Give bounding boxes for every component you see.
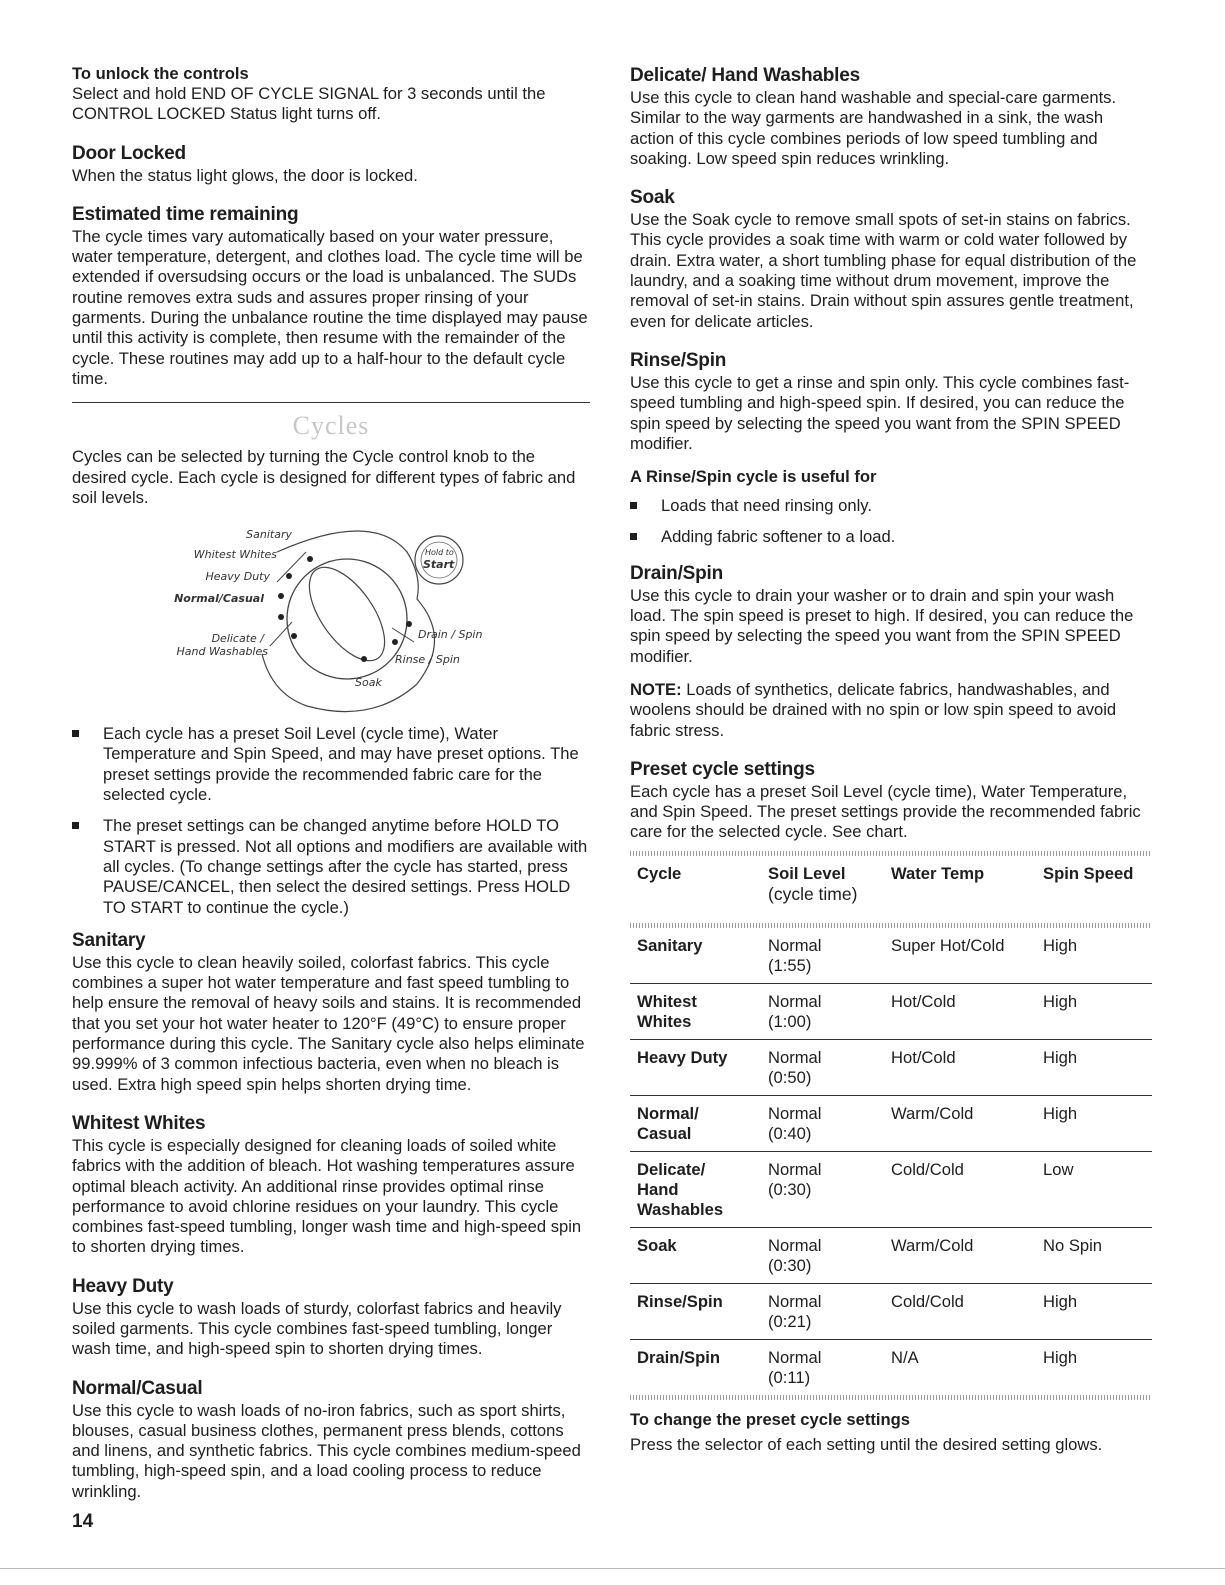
knob-label-hand-washables: Hand Washables: [176, 645, 268, 659]
estimated-time-heading: Estimated time remaining: [72, 203, 299, 225]
page-bottom-rule: [0, 1568, 1225, 1569]
cell-cycle: Whitest Whites: [637, 991, 697, 1031]
bullet-icon: [630, 533, 637, 540]
knob-label-rinse-spin: Rinse / Spin: [395, 653, 460, 667]
cell-spin-speed: High: [1043, 1347, 1078, 1367]
table-row: [630, 1340, 1152, 1395]
page-number: 14: [72, 1511, 94, 1532]
cell-cycle: Heavy Duty: [637, 1047, 728, 1067]
normal-casual-text: Use this cycle to wash loads of no-iron fabrics, such as sport shirts, blouses, casual business clothes, permanent press blends, cottons and linens, and synthetic fabrics. This cycle combines medium-speed tumbling, high-speed spin, and a load cooling process to reduce wrinkling.: [72, 1400, 581, 1501]
cycles-title: Cycles: [292, 411, 370, 441]
list-item: The preset settings can be changed anytime before HOLD TO START is pressed. Not all options and modifiers are available with all cycles. (To change settings after the cycle has started, press PAUSE/CANCEL, then select the desired settings. Press HOLD TO START to continue the cycle.): [72, 816, 590, 917]
knob-label-delicate: Delicate /: [211, 632, 264, 646]
knob-start-label: Start: [423, 558, 455, 572]
cell-cycle: Rinse/Spin: [637, 1291, 723, 1311]
unlock-heading: To unlock the controls: [72, 64, 249, 83]
header-soil-level: Soil Level (cycle time): [768, 863, 858, 904]
cell-cycle: Delicate/ Hand Washables: [637, 1159, 724, 1219]
door-locked-text: When the status light glows, the door is locked.: [72, 165, 418, 185]
table-header-row: [630, 856, 1152, 923]
knob-label-whitest-whites: Whitest Whites: [193, 548, 277, 562]
knob-hold-label: Hold to: [425, 548, 454, 558]
estimated-time-text: The cycle times vary automatically based on your water pressure, water temperature, detergent, and clothes load. The cycle time will be extended if oversudsing occurs or the load is unbalanced. The SUDs routine removes extra suds and assures proper rinsing of your garments. During the unbalance routine the time displayed may pause until this activity is complete, then resume with the remainder of the cycle. These routines may add up to a half-hour to the default cycle time.: [72, 226, 588, 388]
cell-water-temp: Hot/Cold: [891, 1047, 956, 1067]
knob-label-heavy-duty: Heavy Duty: [205, 570, 270, 584]
cell-cycle: Drain/Spin: [637, 1347, 720, 1367]
preset-cycle-table: [630, 851, 1152, 1400]
bullet-icon: [72, 822, 79, 829]
table-row: [630, 1040, 1152, 1096]
table-row: [630, 1284, 1152, 1340]
rinse-useful-list: [630, 496, 1152, 548]
preset-heading: Preset cycle settings: [630, 758, 815, 780]
delicate-heading: Delicate/ Hand Washables: [630, 65, 860, 86]
cell-cycle: Sanitary: [637, 935, 703, 955]
rinse-spin-text: Use this cycle to get a rinse and spin only. This cycle combines fast-speed tumbling and high-speed spin. If desired, you can reduce the spin speed by selecting the speed you want from the SPIN SPEED modifier.: [630, 372, 1130, 453]
cell-spin-speed: High: [1043, 991, 1078, 1011]
whitest-whites-text: This cycle is especially designed for cleaning loads of soiled white fabrics with the addition of bleach. Hot washing temperatures assure optimal bleach activity. An additional rinse provides optimal rinse performance to avoid chlorine residues on your laundry. This cycle combines fast-speed tumbling, longer wash time and high-speed spin to shorten drying times.: [72, 1135, 582, 1257]
door-locked-heading: Door Locked: [72, 142, 186, 164]
list-item: Each cycle has a preset Soil Level (cycle time), Water Temperature and Spin Speed, and may have preset options. The preset settings provide the recommended fabric care for the selected cycle.: [72, 724, 590, 805]
cell-water-temp: Cold/Cold: [891, 1159, 964, 1179]
sanitary-text: Use this cycle to clean heavily soiled, colorfast fabrics. This cycle combines a super hot water temperature and fast speed tumbling to help ensure the removal of heavy soils and stains. It is recommended that you set your hot water heater to 120°F (49°C) to ensure proper performance during this cycle. The Sanitary cycle also helps eliminate 99.999% of 3 common infectious bacteria, even when no bleach is used. Extra high speed spin helps shorten drying time.: [72, 952, 585, 1094]
delicate-text: Use this cycle to clean hand washable and special-care garments. Similar to the way garments are handwashed in a sink, the wash action of this cycle combines periods of low speed tumbling and soaking. Low speed spin reduces wrinkling.: [630, 88, 1117, 168]
soak-heading: Soak: [630, 187, 675, 209]
cell-soil-level: Normal (0:30): [768, 1235, 822, 1275]
rinse-useful-heading: A Rinse/Spin cycle is useful for: [630, 467, 877, 487]
drain-spin-text: Use this cycle to drain your washer or to drain and spin your wash load. The spin speed is preset to high. If desired, you can reduce the spin speed by selecting the speed you want from the SPIN SPEED modifier.: [630, 585, 1134, 666]
list-item: Loads that need rinsing only.: [630, 496, 1152, 516]
cell-soil-level: Normal (1:55): [768, 935, 822, 975]
sanitary-heading: Sanitary: [72, 929, 146, 951]
header-water-temp: Water Temp: [891, 863, 985, 883]
knob-label-sanitary: Sanitary: [246, 528, 292, 542]
cell-water-temp: Super Hot/Cold: [891, 935, 1005, 955]
cell-spin-speed: High: [1043, 1047, 1078, 1067]
change-settings-heading: To change the preset cycle settings: [630, 1409, 911, 1429]
cell-soil-level: Normal (0:40): [768, 1103, 822, 1143]
knob-label-normal-casual: Normal/Casual: [174, 592, 264, 606]
change-settings-text: Press the selector of each setting until the desired setting glows.: [630, 1434, 1103, 1454]
heavy-duty-text: Use this cycle to wash loads of sturdy, colorfast fabrics and heavily soiled garments. This cycle combines fast-speed tumbling, longer wash time, and high-speed spin to shorten drying times.: [72, 1298, 562, 1359]
heavy-duty-heading: Heavy Duty: [72, 1275, 174, 1297]
cell-soil-level: Normal (0:30): [768, 1159, 822, 1199]
whitest-whites-heading: Whitest Whites: [72, 1112, 206, 1134]
header-cycle: Cycle: [637, 863, 682, 883]
list-item: Adding fabric softener to a load.: [630, 527, 1152, 547]
cell-soil-level: Normal (0:21): [768, 1291, 822, 1331]
cell-soil-level: Normal (0:50): [768, 1047, 822, 1087]
normal-casual-heading: Normal/Casual: [72, 1377, 203, 1399]
table-row: [630, 1228, 1152, 1284]
left-column: [72, 64, 590, 1502]
cell-soil-level: Normal (1:00): [768, 991, 822, 1031]
table-row: [630, 928, 1152, 984]
header-spin-speed: Spin Speed: [1043, 863, 1134, 883]
cycle-notes-list: [72, 724, 590, 918]
table-body: [630, 928, 1152, 1395]
cell-spin-speed: High: [1043, 1291, 1078, 1311]
cell-spin-speed: High: [1043, 935, 1078, 955]
note-text: NOTE: Loads of synthetics, delicate fabrics, handwashables, and woolens should be drained with no spin or low spin speed to avoid fabric stress.: [630, 679, 1117, 740]
unlock-text: Select and hold END OF CYCLE SIGNAL for 3 seconds until the CONTROL LOCKED Status light turns off.: [72, 84, 546, 124]
table-row: [630, 984, 1152, 1040]
rinse-spin-heading: Rinse/Spin: [630, 349, 727, 371]
preset-text: Each cycle has a preset Soil Level (cycle time), Water Temperature, and Spin Speed. The preset settings provide the recommended fabric care for the selected cycle. See chart.: [630, 781, 1141, 842]
knob-label-soak: Soak: [355, 676, 382, 690]
cell-soil-level: Normal (0:11): [768, 1347, 822, 1387]
cell-spin-speed: High: [1043, 1103, 1078, 1123]
drain-spin-heading: Drain/Spin: [630, 562, 724, 584]
cell-cycle: Soak: [637, 1235, 677, 1255]
note-label: NOTE:: [630, 679, 682, 699]
cell-water-temp: N/A: [891, 1347, 919, 1367]
cell-spin-speed: No Spin: [1043, 1235, 1103, 1255]
cell-water-temp: Cold/Cold: [891, 1291, 964, 1311]
cell-water-temp: Warm/Cold: [891, 1103, 974, 1123]
right-column: [630, 64, 1152, 1455]
knob-label-drain-spin: Drain / Spin: [418, 628, 483, 642]
cycle-knob-diagram: [72, 514, 590, 724]
cell-cycle: Normal/ Casual: [637, 1103, 699, 1143]
table-row: [630, 1096, 1152, 1152]
soak-text: Use the Soak cycle to remove small spots of set-in stains on fabrics. This cycle provides a soak time with warm or cold water followed by drain. Extra water, a short tumbling phase for equal distribution of the laundry, and a soaking time without drum movement, improve the removal of set-in stains. Drain without spin assures gentle treatment, even for delicate articles.: [630, 210, 1137, 331]
table-row: [630, 1152, 1152, 1228]
section-divider: [72, 402, 590, 403]
bullet-icon: [630, 502, 637, 509]
cell-spin-speed: Low: [1043, 1159, 1074, 1179]
cycle-knob-graphic: [72, 514, 590, 724]
bullet-icon: [72, 730, 79, 737]
cycles-intro: Cycles can be selected by turning the Cycle control knob to the desired cycle. Each cycle is designed for different types of fabric and soil levels.: [72, 447, 576, 507]
cell-water-temp: Hot/Cold: [891, 991, 956, 1011]
cell-water-temp: Warm/Cold: [891, 1235, 974, 1255]
